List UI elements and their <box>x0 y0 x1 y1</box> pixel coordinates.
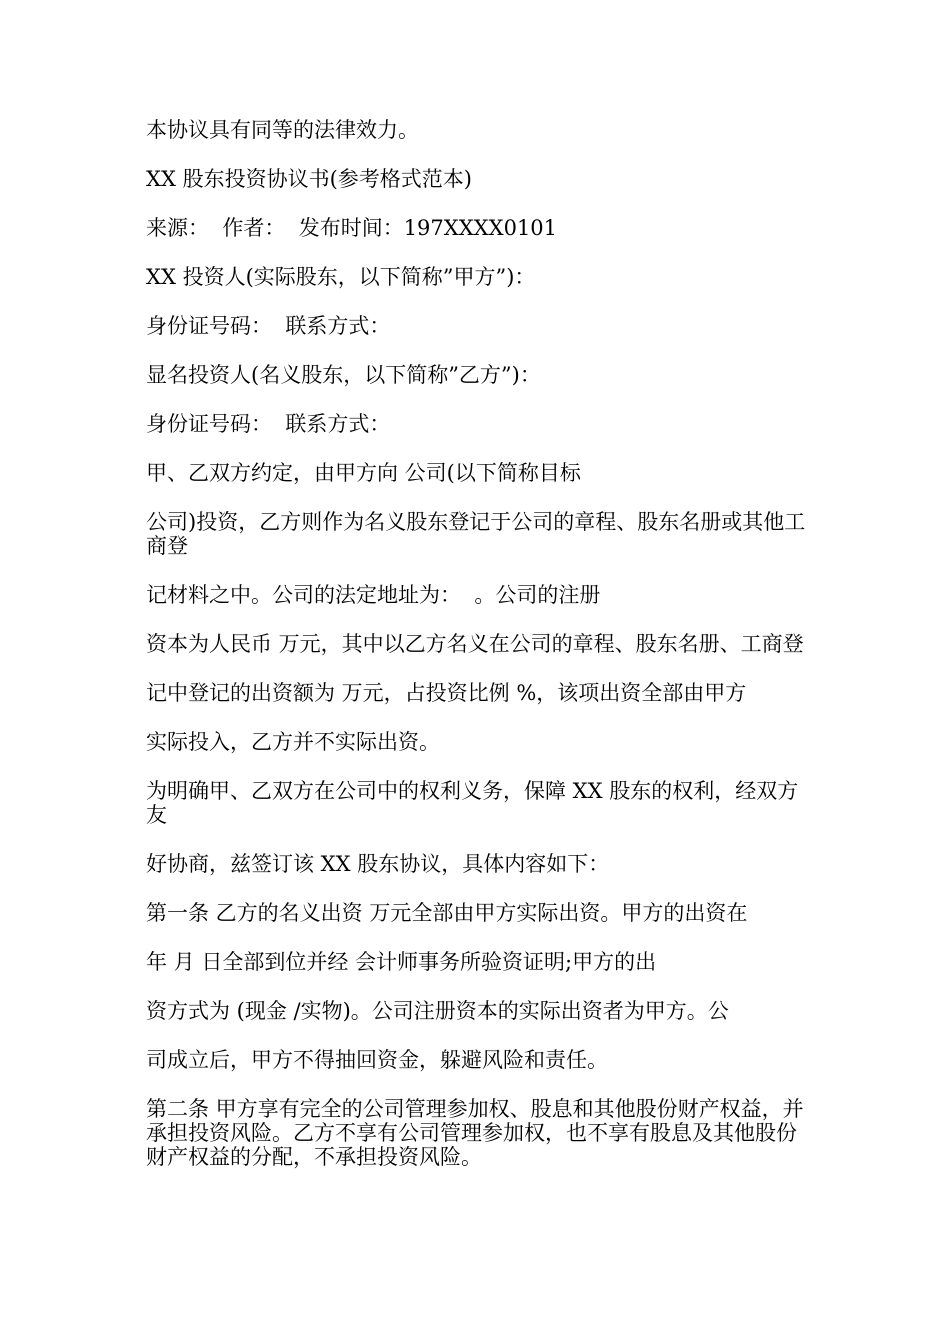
party-b-heading: 显名投资人(名义股东，以下简称”乙方”)： <box>146 363 541 387</box>
paragraph: 年 月 日全部到位并经 会计师事务所验资证明;甲方的出 <box>146 950 657 974</box>
paragraph: 好协商，兹签订该 XX 股东协议，具体内容如下： <box>146 852 610 876</box>
party-b-id-contact: 身份证号码： 联系方式： <box>146 412 391 436</box>
document-title: XX 股东投资协议书(参考格式范本) <box>146 167 472 191</box>
paragraph: 本协议具有同等的法律效力。 <box>146 118 419 142</box>
document-body <box>146 118 806 1194</box>
paragraph: 为明确甲、乙双方在公司中的权利义务，保障 XX 股东的权利，经双方友 <box>146 779 799 827</box>
paragraph: 记中登记的出资额为 万元，占投资比例 %，该项出资全部由甲方 <box>146 681 747 705</box>
paragraph: 记材料之中。公司的法定地址为： 。公司的注册 <box>146 583 601 607</box>
paragraph: 公司)投资，乙方则作为名义股东登记于公司的章程、股东名册或其他工商登 <box>146 510 806 558</box>
paragraph: 资本为人民币 万元，其中以乙方名义在公司的章程、股东名册、工商登 <box>146 632 804 656</box>
paragraph: 资方式为 (现金 /实物)。公司注册资本的实际出资者为甲方。公 <box>146 999 729 1023</box>
paragraph: 甲、乙双方约定，由甲方向 公司(以下简称目标 <box>146 461 581 485</box>
paragraph: 司成立后，甲方不得抽回资金，躲避风险和责任。 <box>146 1048 608 1072</box>
party-a-id-contact: 身份证号码： 联系方式： <box>146 314 391 338</box>
paragraph: 实际投入，乙方并不实际出资。 <box>146 730 440 754</box>
source-line: 来源： 作者： 发布时间：197XXXX0101 <box>146 216 558 240</box>
article-two: 第二条 甲方享有完全的公司管理参加权、股息和其他股份财产权益，并承担投资风险。乙方不享有公司管理参加权，也不享有股息及其他股份财产权益的分配，不承担投资风险。 <box>146 1097 804 1169</box>
article-one: 第一条 乙方的名义出资 万元全部由甲方实际出资。甲方的出资在 <box>146 901 748 925</box>
party-a-heading: XX 投资人(实际股东，以下简称”甲方”)： <box>146 265 536 289</box>
